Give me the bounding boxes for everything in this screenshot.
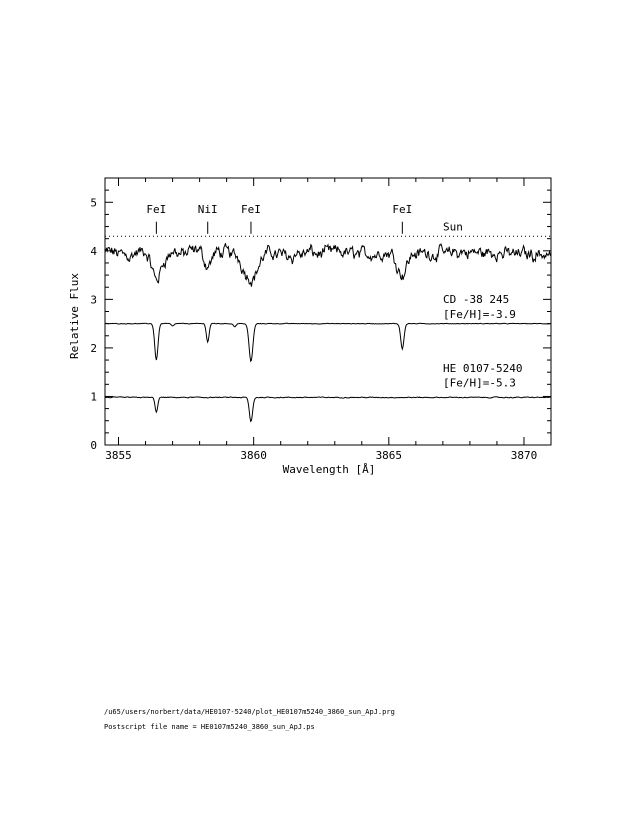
line-markers xyxy=(146,203,412,234)
x-axis-label: Wavelength [Å] xyxy=(282,463,376,476)
series-name-label: CD -38 245 xyxy=(443,293,510,307)
footer-postscript-name: Postscript file name = HE0107m5240_3860_sun_ApJ.ps xyxy=(104,723,315,731)
line-marker-label: FeI xyxy=(241,202,261,216)
y-tick-label: 4 xyxy=(90,244,97,258)
series-line xyxy=(105,323,551,361)
series-subtitle-label: [Fe/H]=-5.3 xyxy=(443,376,516,390)
footer-file-path: /u65/users/norbert/data/HE0107-5240/plot_HE0107m5240_3860_sun_ApJ.prg xyxy=(104,708,395,716)
series-subtitle-label: [Fe/H]=-3.9 xyxy=(443,307,516,321)
line-marker-label: FeI xyxy=(392,202,413,216)
series-name-label: HE 0107-5240 xyxy=(443,362,523,376)
spectra-lines xyxy=(105,220,551,421)
y-tick-label: 1 xyxy=(90,390,97,404)
series-line xyxy=(105,397,551,422)
x-tick-label: 3860 xyxy=(240,449,267,462)
x-tick-label: 3870 xyxy=(510,449,538,462)
x-tick-label: 3865 xyxy=(375,449,403,462)
line-marker-label: NiI xyxy=(197,202,218,216)
y-tick-label: 3 xyxy=(90,293,97,307)
line-marker-label: FeI xyxy=(146,202,167,216)
y-axis-label: Relative Flux xyxy=(68,272,81,360)
y-tick-label: 2 xyxy=(90,341,97,355)
series-name-label: Sun xyxy=(443,220,463,234)
y-tick-label: 5 xyxy=(90,196,97,210)
series-line xyxy=(105,243,551,286)
y-tick-label: 0 xyxy=(90,439,97,452)
x-tick-label: 3855 xyxy=(105,449,132,462)
